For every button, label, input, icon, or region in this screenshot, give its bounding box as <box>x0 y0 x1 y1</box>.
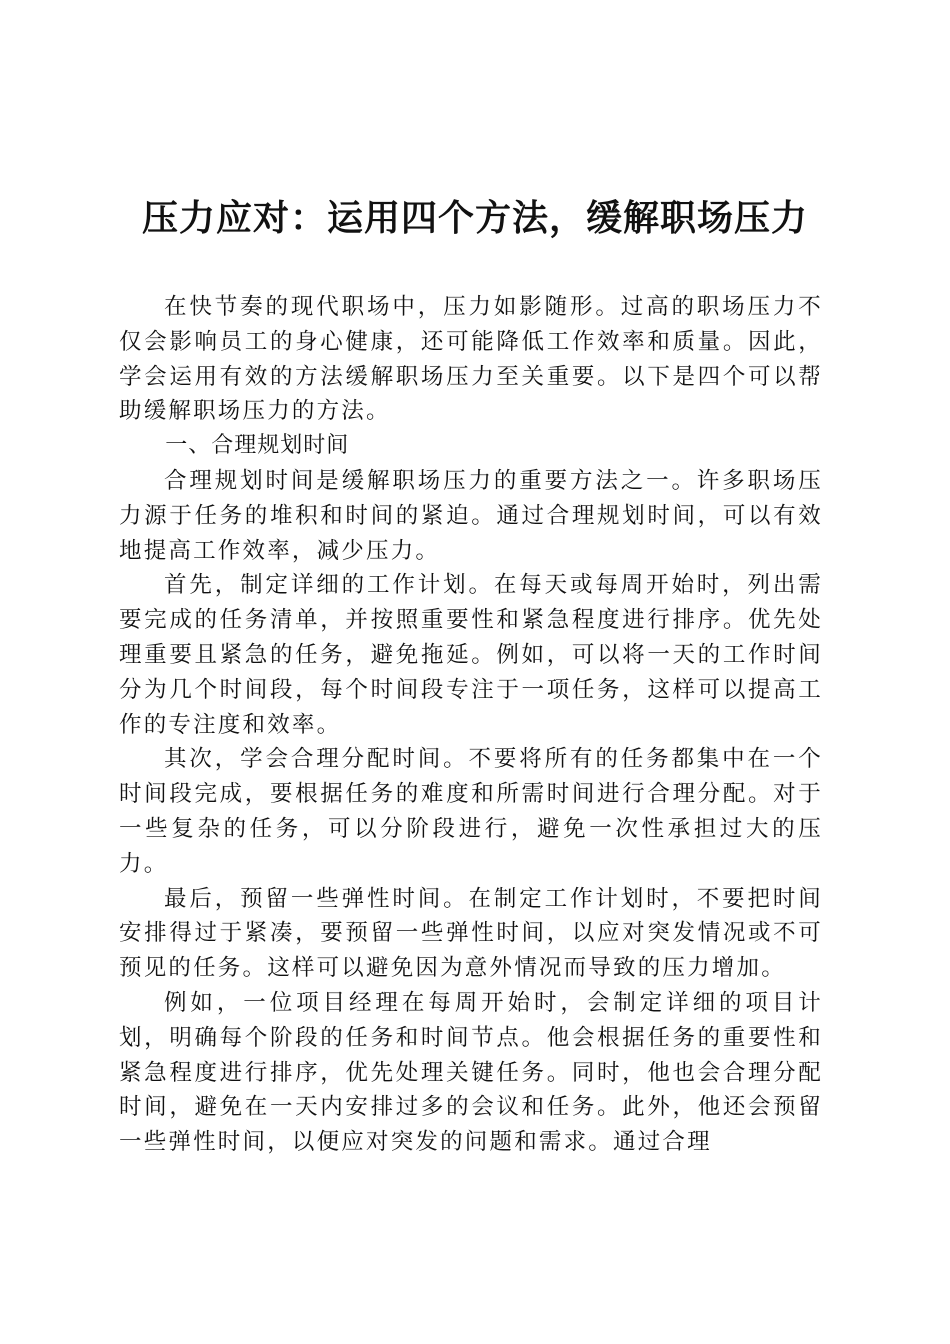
body-paragraph: 其次，学会合理分配时间。不要将所有的任务都集中在一个时间段完成，要根据任务的难度和所需时间进行合理分配。对于一些复杂的任务，可以分阶段进行，避免一次性承担过大的压力。 <box>119 746 823 877</box>
document-body <box>119 290 823 1160</box>
body-paragraph: 首先，制定详细的工作计划。在每天或每周开始时，列出需要完成的任务清单，并按照重要性和紧急程度进行排序。优先处理重要且紧急的任务，避免拖延。例如，可以将一天的工作时间分为几个时间段，每个时间段专注于一项任务，这样可以提高工作的专注度和效率。 <box>119 572 823 738</box>
body-paragraph: 最后，预留一些弹性时间。在制定工作计划时，不要把时间安排得过于紧凑，要预留一些弹性时间，以应对突发情况或不可预见的任务。这样可以避免因为意外情况而导致的压力增加。 <box>119 885 823 982</box>
body-paragraph: 例如，一位项目经理在每周开始时，会制定详细的项目计划，明确每个阶段的任务和时间节点。他会根据任务的重要性和紧急程度进行排序，优先处理关键任务。同时，他也会合理分配时间，避免在一天内安排过多的会议和任务。此外，他还会预留一些弹性时间，以便应对突发的问题和需求。通过合理 <box>119 989 823 1156</box>
intro-paragraph: 在快节奏的现代职场中，压力如影随形。过高的职场压力不仅会影响员工的身心健康，还可能降低工作效率和质量。因此，学会运用有效的方法缓解职场压力至关重要。以下是四个可以帮助缓解职场压力的方法。 <box>119 294 823 425</box>
document-title: 压力应对：运用四个方法，缓解职场压力 <box>141 197 808 239</box>
section-heading: 一、合理规划时间 <box>165 433 350 459</box>
body-paragraph: 合理规划时间是缓解职场压力的重要方法之一。许多职场压力源于任务的堆积和时间的紧迫。通过合理规划时间，可以有效地提高工作效率，减少压力。 <box>119 467 823 564</box>
